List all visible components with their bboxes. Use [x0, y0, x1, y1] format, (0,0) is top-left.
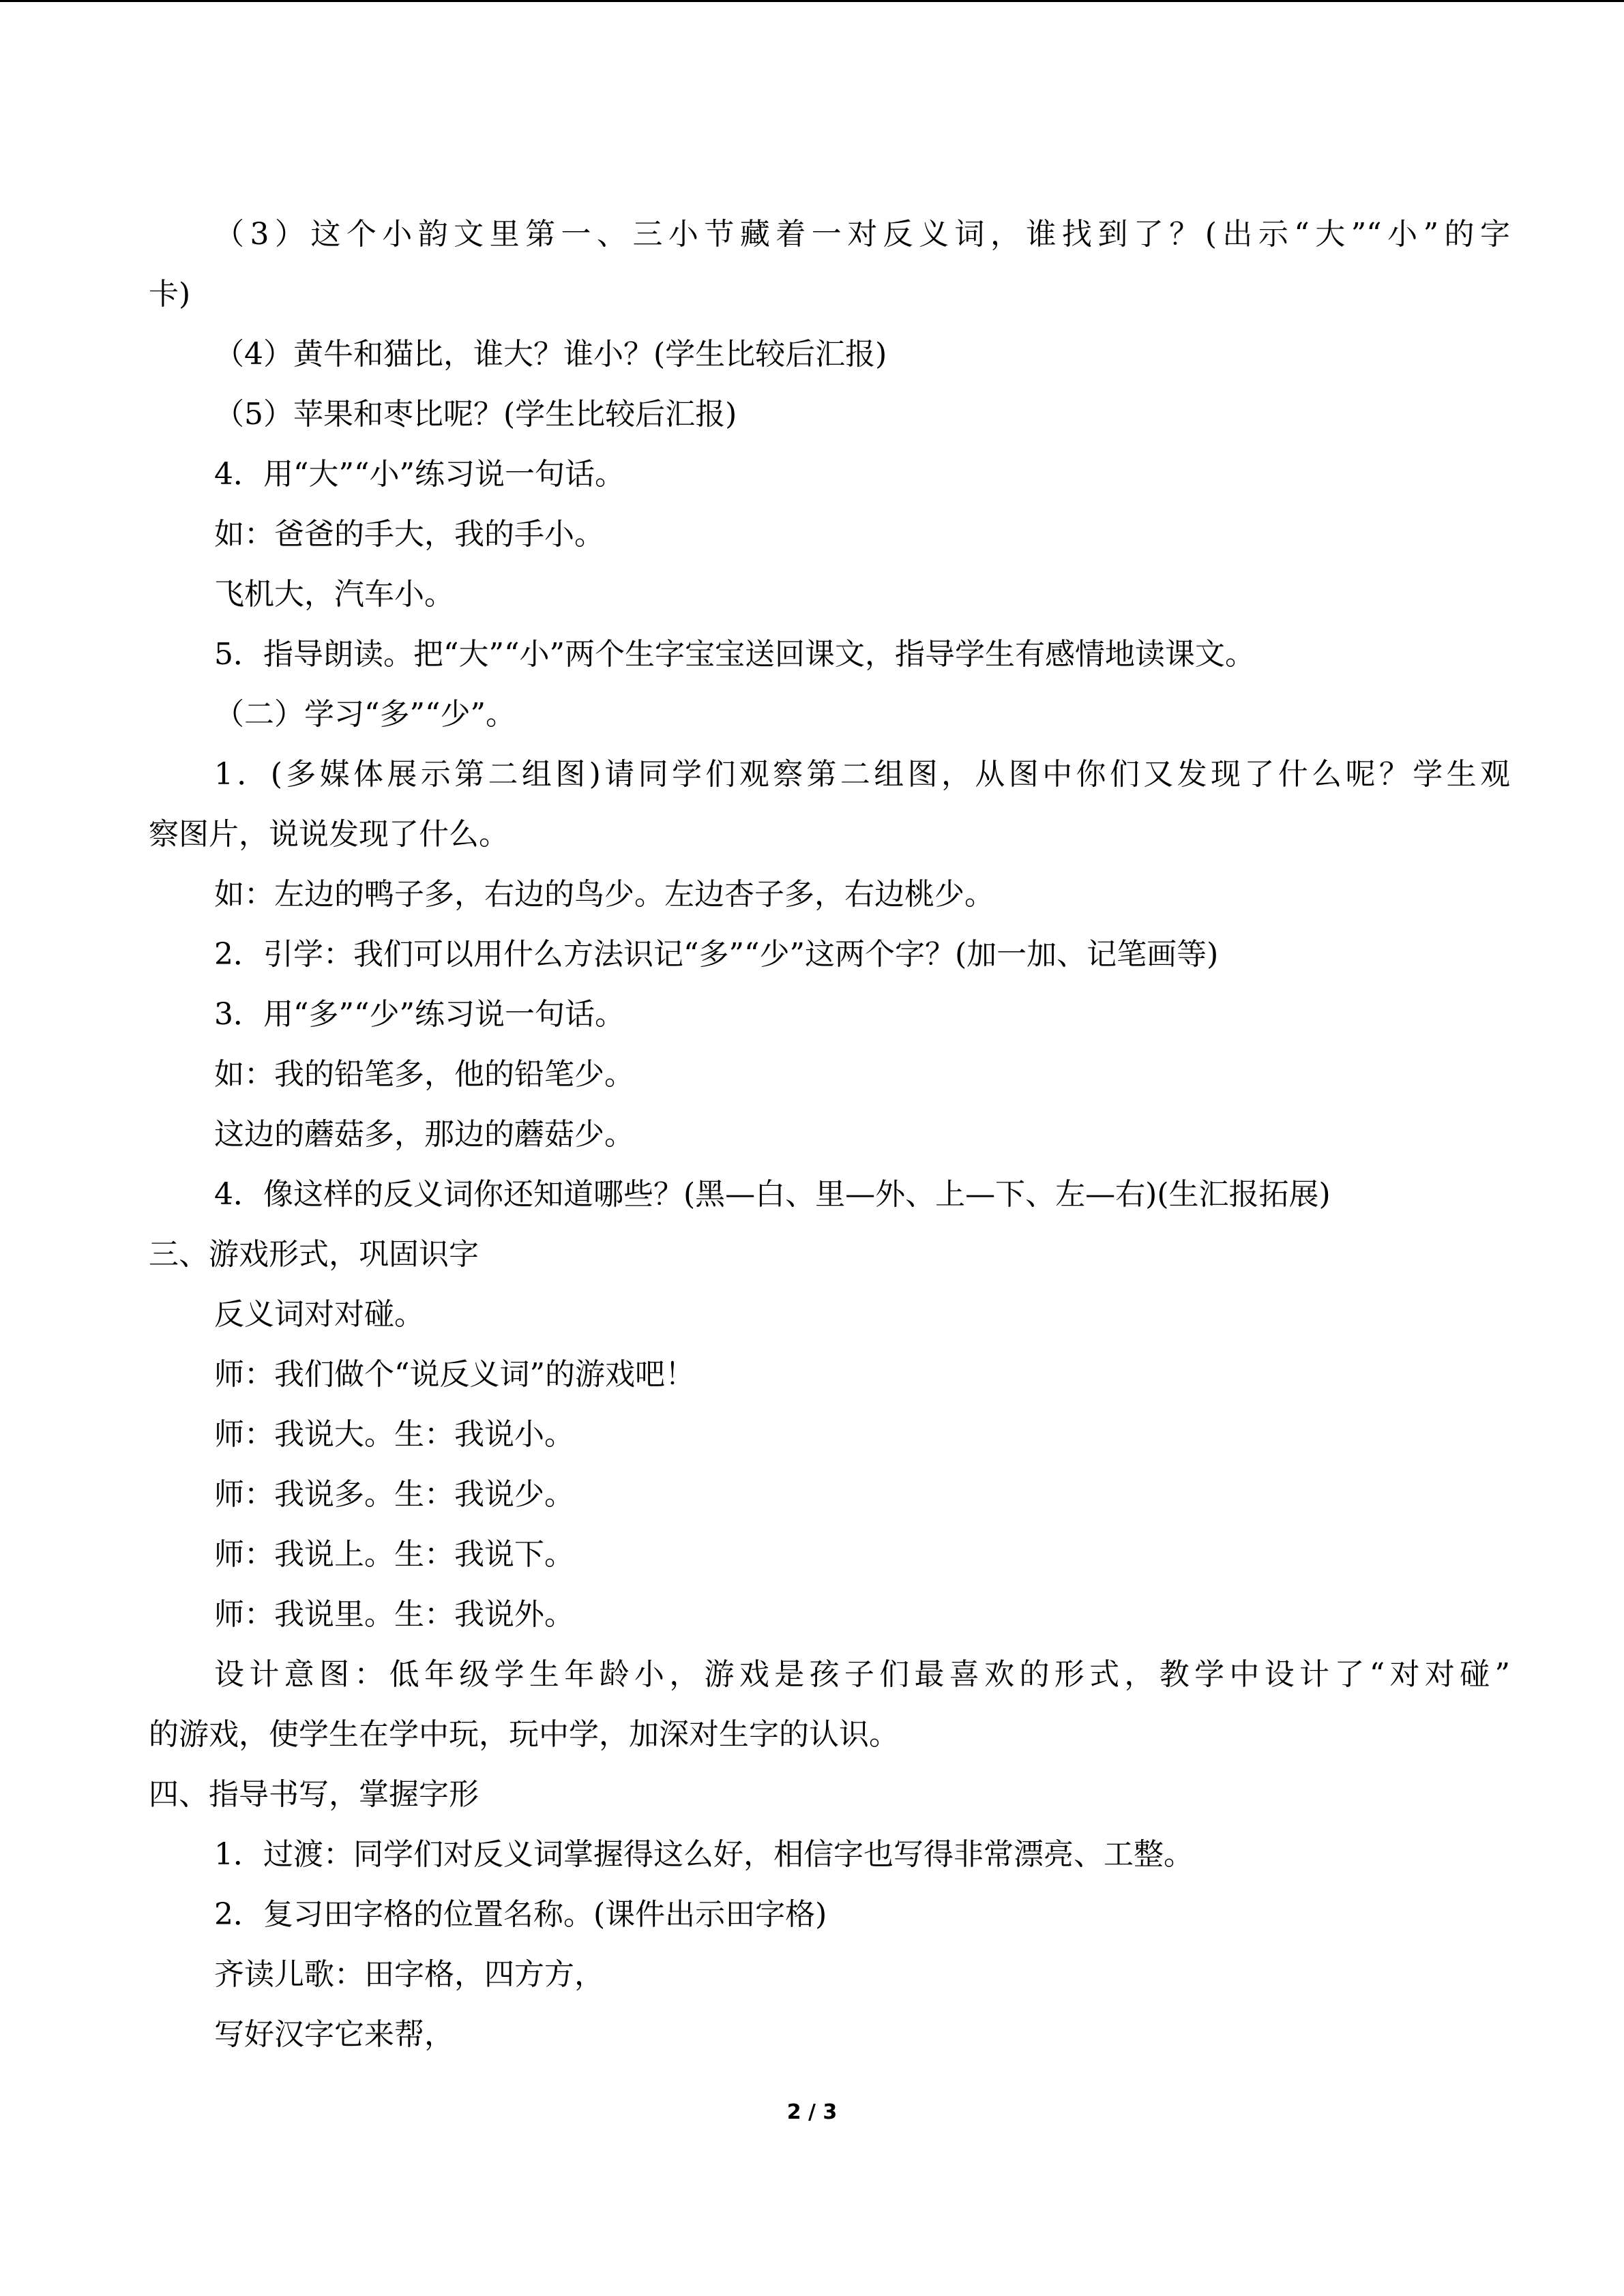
paragraph-1-continuation: 卡): [149, 277, 191, 312]
paragraph-14: 这边的蘑菇多，那边的蘑菇少。: [214, 1117, 634, 1152]
paragraph-4: 4．用“大”“小”练习说一句话。: [214, 457, 625, 492]
paragraph-19: 师：我说大。生：我说小。: [214, 1417, 574, 1452]
paragraph-18: 师：我们做个“说反义词”的游戏吧！: [214, 1357, 695, 1392]
paragraph-1: [214, 214, 1510, 255]
paragraph-3: （5）苹果和枣比呢？(学生比较后汇报): [214, 397, 737, 432]
paragraph-27: 齐读儿歌：田字格，四方方，: [214, 1957, 604, 1992]
paragraph-13: 如：我的铅笔多，他的铅笔少。: [214, 1057, 634, 1092]
top-border-line: [0, 0, 1624, 2]
paragraph-20: 师：我说多。生：我说少。: [214, 1477, 574, 1512]
paragraph-17: 反义词对对碰。: [214, 1297, 424, 1332]
section-heading-4: 四、指导书写，掌握字形: [149, 1777, 479, 1812]
paragraph-1-text: （3）这个小韵文里第一、三小节藏着一对反义词，谁找到了？(出示“大”“小”的字: [214, 217, 1510, 252]
paragraph-6: 飞机大，汽车小。: [214, 577, 454, 612]
paragraph-23-text: 设计意图：低年级学生年龄小，游戏是孩子们最喜欢的形式，教学中设计了“对对碰”: [214, 1657, 1510, 1692]
paragraph-9: [214, 754, 1510, 795]
paragraph-25: 1．过渡：同学们对反义词掌握得这么好，相信字也写得非常漂亮、工整。: [214, 1837, 1194, 1872]
paragraph-9-text: 1．(多媒体展示第二组图)请同学们观察第二组图，从图中你们又发现了什么呢？学生观: [214, 757, 1510, 792]
paragraph-26: 2．复习田字格的位置名称。(课件出示田字格): [214, 1897, 827, 1932]
paragraph-23-continuation: 的游戏，使学生在学中玩，玩中学，加深对生字的认识。: [149, 1717, 899, 1752]
paragraph-23: [214, 1654, 1510, 1695]
paragraph-21: 师：我说上。生：我说下。: [214, 1537, 574, 1572]
paragraph-10: 如：左边的鸭子多，右边的鸟少。左边杏子多，右边桃少。: [214, 877, 994, 912]
paragraph-15: 4．像这样的反义词你还知道哪些？(黑—白、里—外、上—下、左—右)(生汇报拓展): [214, 1177, 1331, 1212]
paragraph-22: 师：我说里。生：我说外。: [214, 1597, 574, 1632]
paragraph-12: 3．用“多”“少”练习说一句话。: [214, 997, 625, 1032]
page-number: 2 / 3: [786, 2100, 838, 2124]
paragraph-9-continuation: 察图片，说说发现了什么。: [149, 817, 509, 852]
paragraph-5: 如：爸爸的手大，我的手小。: [214, 517, 604, 552]
paragraph-2: （4）黄牛和猫比，谁大？谁小？(学生比较后汇报): [214, 337, 887, 372]
paragraph-8: （二）学习“多”“少”。: [214, 697, 516, 732]
section-heading-3: 三、游戏形式，巩固识字: [149, 1237, 479, 1272]
paragraph-7: 5．指导朗读。把“大”“小”两个生字宝宝送回课文，指导学生有感情地读课文。: [214, 637, 1255, 672]
paragraph-11: 2．引学：我们可以用什么方法识记“多”“少”这两个字？(加一加、记笔画等): [214, 937, 1219, 972]
paragraph-28: 写好汉字它来帮，: [214, 2017, 454, 2052]
